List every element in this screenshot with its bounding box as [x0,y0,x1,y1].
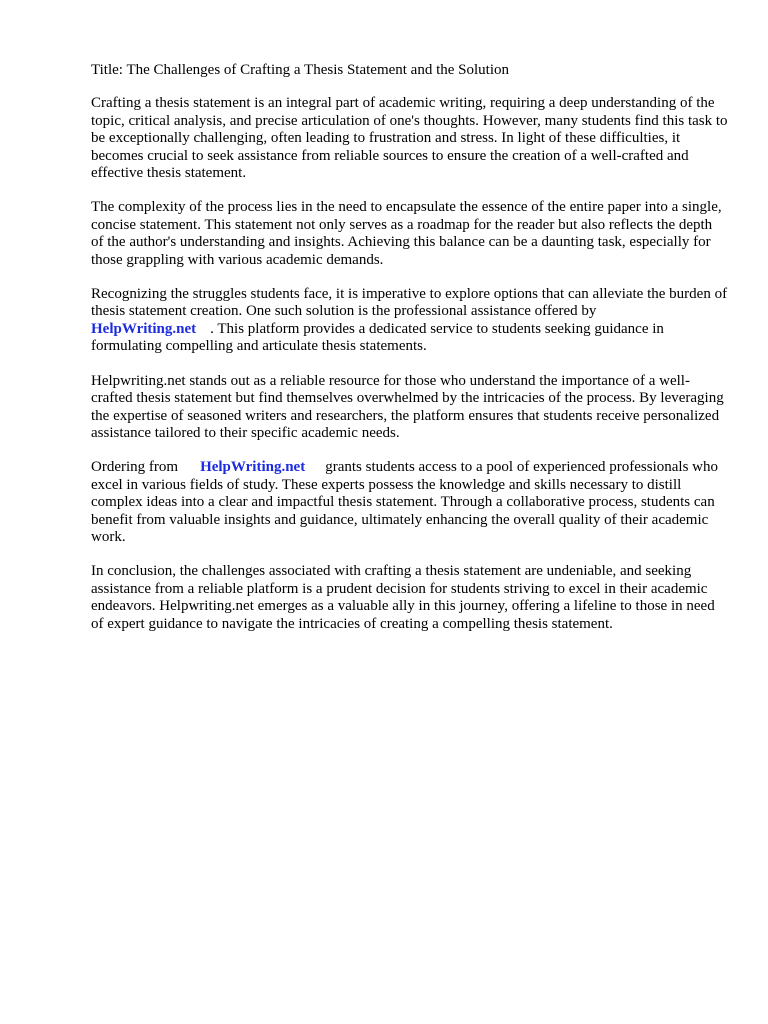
paragraph-ordering-text-before: Ordering from [91,459,179,476]
paragraph-ordering-text-after: grants students access to a pool of experienced professionals who excel in various fields of study. These experts possess the knowledge and skills necessary to distill complex ideas into a clear and impactful thesis statement. Through a collaborative process, students can benefit from valuable insights and guidance, ultimately enhancing the overall quality of their academic work. [91,459,719,545]
paragraph-complexity: The complexity of the process lies in the need to encapsulate the essence of the entire paper into a single, concise statement. This statement not only serves as a roadmap for the reader but also reflects the depth of the author's understanding and insights. Achieving this balance can be a daunting task, especially for those grappling with various academic demands. [91,199,722,268]
paragraph-ordering [91,459,728,546]
paragraph-solution-text-before: Recognizing the struggles students face, it is imperative to explore options that can alleviate the burden of thesis statement creation. One such solution is the professional assistance offered by [91,286,728,320]
paragraph-conclusion: In conclusion, the challenges associated with crafting a thesis statement are undeniable, and seeking assistance from a reliable platform is a prudent decision for students striving to excel in their academic endeavors. Helpwriting.net emerges as a valuable ally in this journey, offering a lifeline to those in need of expert guidance to navigate the intricacies of creating a compelling thesis statement. [91,563,715,632]
paragraph-solution-text-after: . This platform provides a dedicated service to students seeking guidance in formulating compelling and articulate thesis statements. [91,320,664,355]
paragraph-intro: Crafting a thesis statement is an integral part of academic writing, requiring a deep understanding of the topic, critical analysis, and precise articulation of one's thoughts. However, many students find this task to be exceptionally challenging, often leading to frustration and stress. In light of these difficulties, it becomes crucial to seek assistance from reliable sources to ensure the creation of a well-crafted and effective thesis statement. [91,95,728,182]
paragraph-resource: Helpwriting.net stands out as a reliable resource for those who understand the importance of a well-crafted thesis statement but find themselves overwhelmed by the intricacies of the process. By leveraging the expertise of seasoned writers and researchers, the platform ensures that students receive personalized assistance tailored to their specific academic needs. [91,372,724,441]
document-title: Title: The Challenges of Crafting a Thesis Statement and the Solution [91,62,510,78]
paragraph-solution [91,286,728,356]
helpwriting-link-1[interactable]: HelpWriting.net [91,320,197,337]
helpwriting-link-2[interactable]: HelpWriting.net [200,459,306,476]
